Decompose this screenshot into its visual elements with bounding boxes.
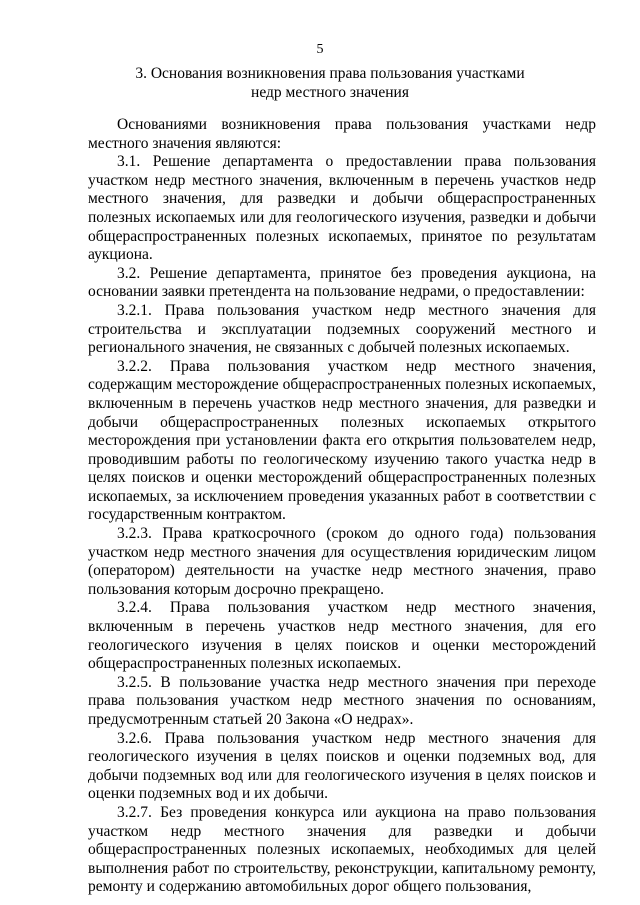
paragraph-3-2-1: 3.2.1. Права пользования участком недр местного значения для строительства и эксплуатации подземных сооружений местного и регионального значения, не связанных с добычей полезных ископаемых. <box>88 301 596 357</box>
paragraph-3-1: 3.1. Решение департамента о предоставлении права пользования участком недр местного значения, включенным в перечень участков недр местного значения, для разведки и добычи общераспространенных полезных ископаемых или для геологического изучения, разведки и добычи общераспространенных полезных ископаемых, принятое по результатам аукциона. <box>88 153 596 264</box>
paragraph-3-2-3: 3.2.3. Права краткосрочного (сроком до одного года) пользования участком недр местного значения для осуществления юридическим лицом (оператором) деятельности на участке недр местного значения, право пользования которым досрочно прекращено. <box>88 525 596 598</box>
paragraph-3-2-4: 3.2.4. Права пользования участком недр местного значения, включенным в перечень участков недр местного значения, для его геологического изучения в целях поисков и оценки месторождений общераспространенных полезных ископаемых. <box>88 599 596 673</box>
paragraph-3-2: 3.2. Решение департамента, принятое без проведения аукциона, на основании заявки претендента на пользование недрами, о предоставлении: <box>88 264 596 301</box>
page-number: 5 <box>316 42 324 57</box>
section-heading: 3. Основания возникновения права пользования участками недр местного значения <box>135 65 525 101</box>
paragraph-intro: Основаниями возникновения права пользования участками недр местного значения являются: <box>88 116 596 152</box>
paragraph-3-2-6: 3.2.6. Права пользования участком недр местного значения для геологического изучения в целях поисков и оценки подземных вод, для добычи подземных вод или для геологического изучения в целях поисков и оценки подземных вод и их добычи. <box>88 729 596 803</box>
paragraph-3-2-2: 3.2.2. Права пользования участком недр местного значения, содержащим месторождение общераспространенных полезных ископаемых, включенным в перечень участков недр местного значения, для разведки и добычи общераспространенных полезных ископаемых открытого месторождения при установлении факта его открытия пользователем недр, проводившим работы по геологическому изучению такого участка недр в целях поисков и оценки месторождений общераспространенных полезных ископаемых, за исключением проведения указанных работ в соответствии с государственным контрактом. <box>88 357 596 524</box>
document-body <box>88 116 596 897</box>
paragraph-3-2-7: 3.2.7. Без проведения конкурса или аукциона на право пользования участком недр местного значения для разведки и добычи общераспространенных полезных ископаемых, необходимых для целей выполнения работ по строительству, реконструкции, капитальному ремонту, ремонту и содержанию автомобильных дорог общего пользования, <box>88 803 596 896</box>
paragraph-3-2-5: 3.2.5. В пользование участка недр местного значения при переходе права пользования участком недр местного значения по основаниям, предусмотренным статьей 20 Закона «О недрах». <box>88 673 596 728</box>
